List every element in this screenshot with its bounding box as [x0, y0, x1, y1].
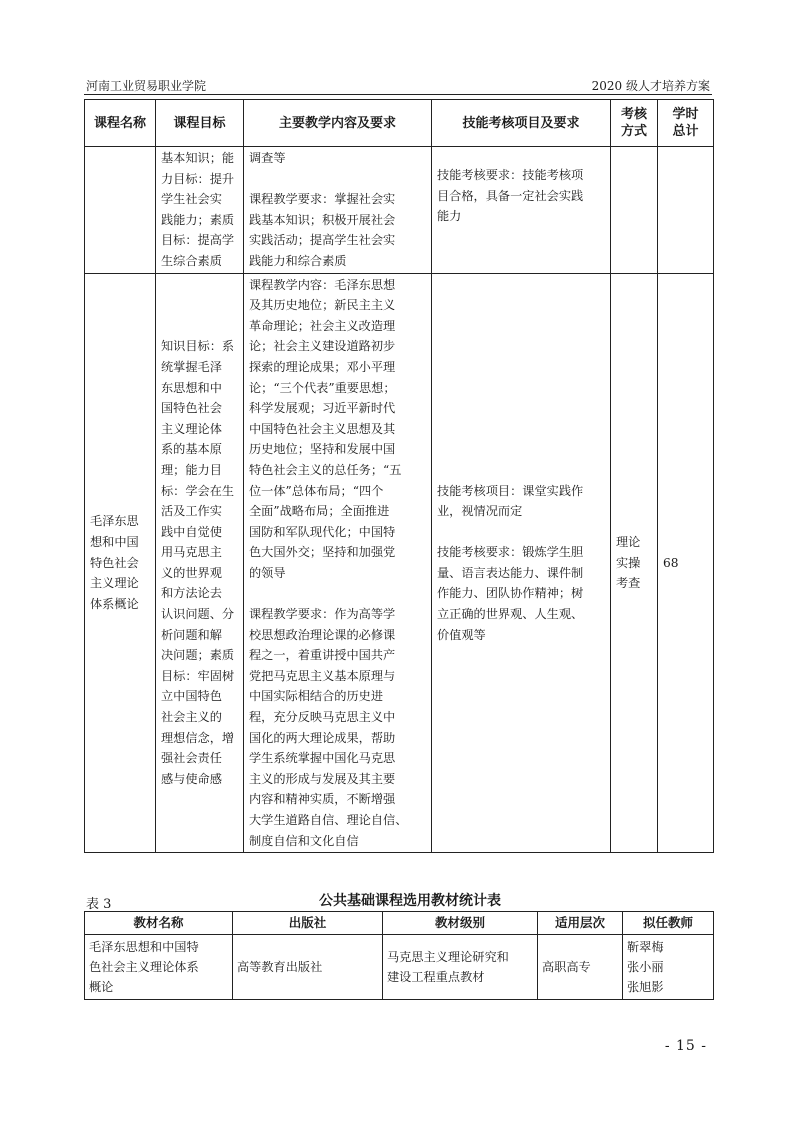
- assessment-cell: 理论 实操 考查: [611, 273, 658, 853]
- hours-cell: 68: [658, 273, 714, 853]
- header-course-name: 课程名称: [85, 100, 156, 147]
- table-row: [85, 147, 714, 274]
- content-cell: 课程教学内容：毛泽东思想 及其历史地位；新民主主义 革命理论；社会主义改造理 论；社会主义建设道路初步 探索的理论成果；邓小平理 论；“三个代表”重要思想； 科学发展观；习近平新时代 中国特色社会主义思想及其 历史地位；坚持和发展中国 特色社会主义的总任务；“五 位一体”总体布局；“四个 全面”战略布局；全面推进 国防和军队现代化；中国特 色大国外交；坚持和加强党 的领导 课程教学要求：作为高等学 校思想政治理论课的必修课 程之一，着重讲授中国共产 党把马克思主义基本原理与 中国实际相结合的历史进 程，充分反映马克思主义中 国化的两大理论成果，帮助 学生系统掌握中国化马克思 主义的形成与发展及其主要 内容和精神实质，不断增强 大学生道路自信、理论自信、 制度自信和文化自信: [244, 273, 432, 853]
- header-content: 主要教学内容及要求: [244, 100, 432, 147]
- header-skill: 技能考核项目及要求: [432, 100, 611, 147]
- school-name: 河南工业贸易职业学院: [86, 79, 207, 93]
- publisher-cell: 高等教育出版社: [233, 935, 383, 1000]
- scope-cell: 高职高专: [538, 935, 623, 1000]
- skill-cell: 技能考核项目：课堂实践作 业，视情况而定 技能考核要求：锻炼学生胆 量、语言表达能力、课件制 作能力、团队协作精神；树 立正确的世界观、人生观、 价值观等: [432, 273, 611, 853]
- course-table-header: [85, 100, 714, 147]
- table-row: [85, 273, 714, 853]
- header-assessment: 考核 方式: [611, 100, 658, 147]
- page-number: - 15 -: [664, 1038, 707, 1054]
- header-teachers: 拟任教师: [623, 912, 714, 935]
- skill-cell: 技能考核要求：技能考核项 目合格，具备一定社会实践 能力: [432, 147, 611, 274]
- hours-cell: [658, 147, 714, 274]
- book-name-cell: 毛泽东思想和中国特 色社会主义理论体系 概论: [85, 935, 233, 1000]
- content-cell: 调查等 课程教学要求：掌握社会实 践基本知识；积极开展社会 实践活动；提高学生社会实 践能力和综合素质: [244, 147, 432, 274]
- header-hours: 学时 总计: [658, 100, 714, 147]
- assessment-cell: [611, 147, 658, 274]
- table3-label: 表 3: [86, 897, 112, 912]
- course-goal-cell: 知识目标：系 统掌握毛泽 东思想和中 国特色社会 主义理论体 系的基本原 理；能力目 标：学会在生 活及工作实 践中自觉使 用马克思主 义的世界观 和方法论去 认识问题、分 析问题和解 决问题；素质 目标：牢固树 立中国特色 社会主义的 理想信念，增 强社会责任 感与使命感: [156, 273, 244, 853]
- header-course-goal: 课程目标: [156, 100, 244, 147]
- course-name-cell: 毛泽东思 想和中国 特色社会 主义理论 体系概论: [85, 273, 156, 853]
- header-book-name: 教材名称: [85, 912, 233, 935]
- level-cell: 马克思主义理论研究和 建设工程重点教材: [383, 935, 538, 1000]
- course-table: [84, 99, 714, 853]
- course-goal-cell: 基本知识；能 力目标：提升 学生社会实 践能力；素质 目标：提高学 生综合素质: [156, 147, 244, 274]
- course-name-cell: [85, 147, 156, 274]
- document-title: 2020 级人才培养方案: [591, 79, 710, 93]
- textbook-table-header: [85, 912, 714, 935]
- header-publisher: 出版社: [233, 912, 383, 935]
- table-row: [85, 935, 714, 1000]
- header-scope: 适用层次: [538, 912, 623, 935]
- header-level: 教材级别: [383, 912, 538, 935]
- table3-title: 公共基础课程选用教材统计表: [319, 893, 501, 909]
- page-header: [84, 76, 712, 95]
- textbook-table: [84, 911, 714, 1000]
- teachers-cell: 靳翠梅 张小丽 张旭影: [623, 935, 714, 1000]
